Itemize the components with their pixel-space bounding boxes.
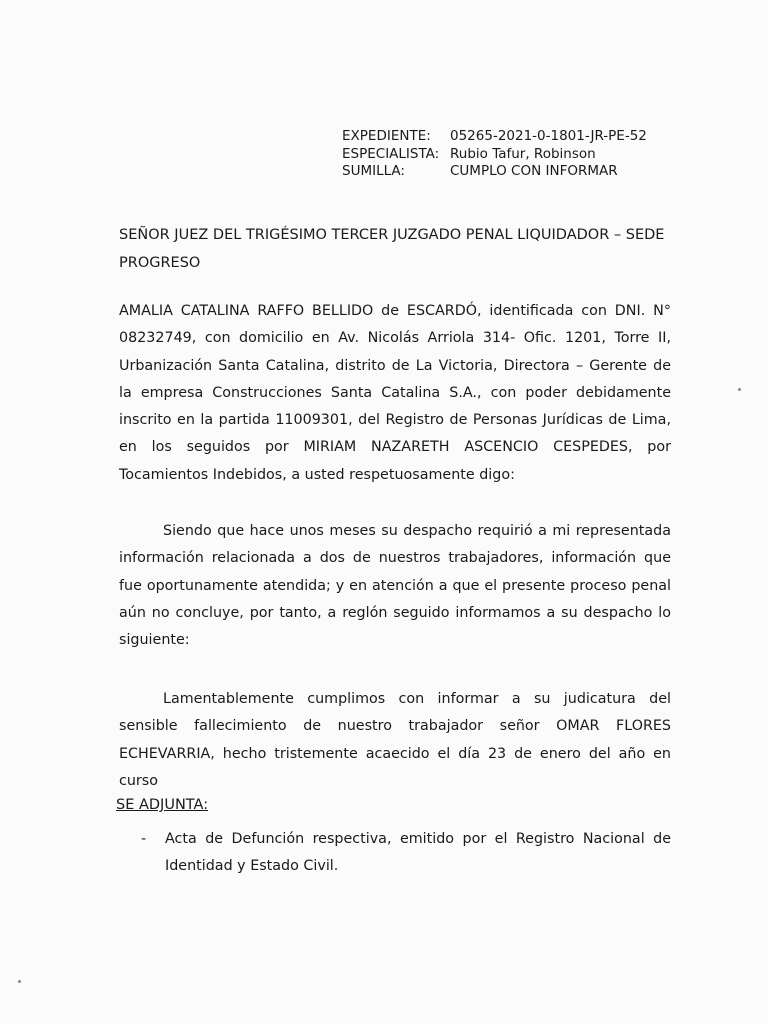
- addressee: SEÑOR JUEZ DEL TRIGÉSIMO TERCER JUZGADO PENAL LIQUIDADOR – SEDE PROGRESO: [119, 227, 665, 271]
- attachment-item-text: Acta de Defunción respectiva, emitido por el Registro Nacional de Identidad y Estado Civil.: [165, 831, 671, 874]
- attachment-item: [141, 826, 671, 880]
- bullet-dash: -: [141, 831, 147, 847]
- expediente-row: [342, 128, 647, 146]
- case-header: [342, 128, 647, 181]
- expediente-label: EXPEDIENTE:: [342, 128, 431, 144]
- especialista-value: Rubio Tafur, Robinson: [450, 145, 596, 162]
- scan-speck: [738, 388, 741, 391]
- second-paragraph: Siendo que hace unos meses su despacho requirió a mi representada información relacionada a dos de nuestros trabajadores, información que fue oportunamente atendida; y en atención a que el presente proceso penal aún no concluye, por tanto, a reglón seguido informamos a su despacho lo siguiente:: [119, 523, 671, 649]
- intro-paragraph: AMALIA CATALINA RAFFO BELLIDO de ESCARDÓ, identificada con DNI. N° 08232749, con domicilio en Av. Nicolás Arriola 314- Ofic. 1201, Torre II, Urbanización Santa Catalina, distrito de La Victoria, Directora – Gerente de la empresa Construcciones Santa Catalina S.A., con poder debidamente inscrito en la partida 11009301, del Registro de Personas Jurídicas de Lima, en los seguidos por MIRIAM NAZARETH ASCENCIO CESPEDES, por Tocamientos Indebidos, a usted respetuosamente digo:: [119, 303, 671, 483]
- sumilla-value: CUMPLO CON INFORMAR: [450, 163, 618, 179]
- especialista-row: [342, 146, 647, 164]
- sumilla-row: [342, 163, 647, 181]
- sumilla-label: SUMILLA:: [342, 163, 405, 179]
- attachments-heading: SE ADJUNTA:: [116, 797, 209, 813]
- especialista-label: ESPECIALISTA:: [342, 145, 440, 162]
- third-paragraph: Lamentablemente cumplimos con informar a su judicatura del sensible fallecimiento de nuestro trabajador señor OMAR FLORES ECHEVARRIA, hecho tristemente acaecido el día 23 de enero del año en curso: [119, 691, 671, 789]
- expediente-value: 05265-2021-0-1801-JR-PE-52: [450, 128, 647, 144]
- scan-speck: [18, 980, 21, 983]
